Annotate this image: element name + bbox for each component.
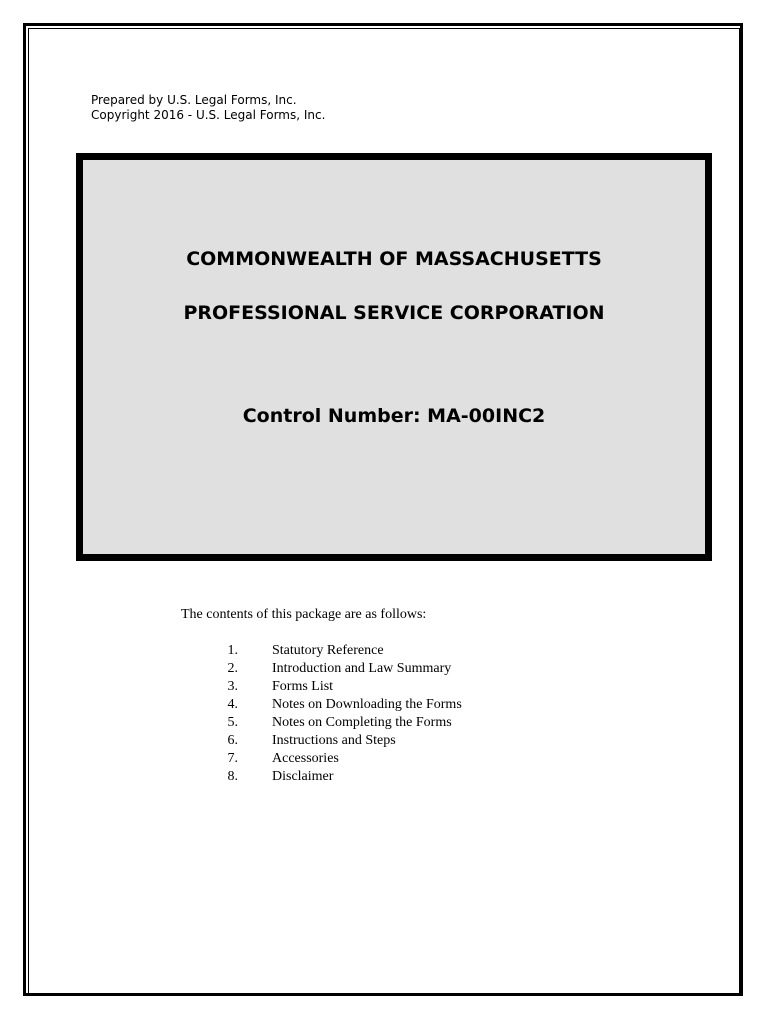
prepared-by-line: Prepared by U.S. Legal Forms, Inc. [91, 93, 297, 107]
title-box [76, 153, 712, 561]
contents-intro: The contents of this package are as follows: [181, 607, 427, 622]
list-item [222, 678, 334, 696]
list-item-label: Statutory Reference [272, 643, 384, 658]
state-title: COMMONWEALTH OF MASSACHUSETTS [186, 248, 602, 270]
contents-list [222, 642, 462, 786]
list-item-number: 7. [227, 751, 238, 766]
list-item-number: 8. [227, 769, 238, 784]
copyright-line: Copyright 2016 - U.S. Legal Forms, Inc. [91, 108, 326, 122]
list-item-label: Forms List [272, 679, 334, 694]
list-item-label: Disclaimer [272, 769, 334, 784]
list-item-label: Notes on Downloading the Forms [272, 697, 462, 712]
list-item [222, 642, 384, 660]
list-item [222, 714, 452, 732]
list-item-number: 6. [227, 733, 238, 748]
list-item-number: 3. [227, 679, 238, 694]
list-item-label: Accessories [272, 751, 339, 766]
list-item-number: 4. [227, 697, 238, 712]
list-item-label: Instructions and Steps [272, 733, 396, 748]
list-item-label: Introduction and Law Summary [272, 661, 452, 676]
list-item [222, 696, 462, 714]
list-item-number: 5. [227, 715, 238, 730]
list-item-number: 1. [227, 643, 238, 658]
list-item-number: 2. [227, 661, 238, 676]
list-item [222, 660, 452, 678]
form-title: PROFESSIONAL SERVICE CORPORATION [183, 302, 605, 324]
list-item-label: Notes on Completing the Forms [272, 715, 452, 730]
prepared-by-block [91, 93, 325, 123]
list-item [222, 732, 396, 750]
list-item [222, 750, 339, 768]
control-number: Control Number: MA-00INC2 [242, 405, 546, 427]
list-item [222, 768, 334, 786]
